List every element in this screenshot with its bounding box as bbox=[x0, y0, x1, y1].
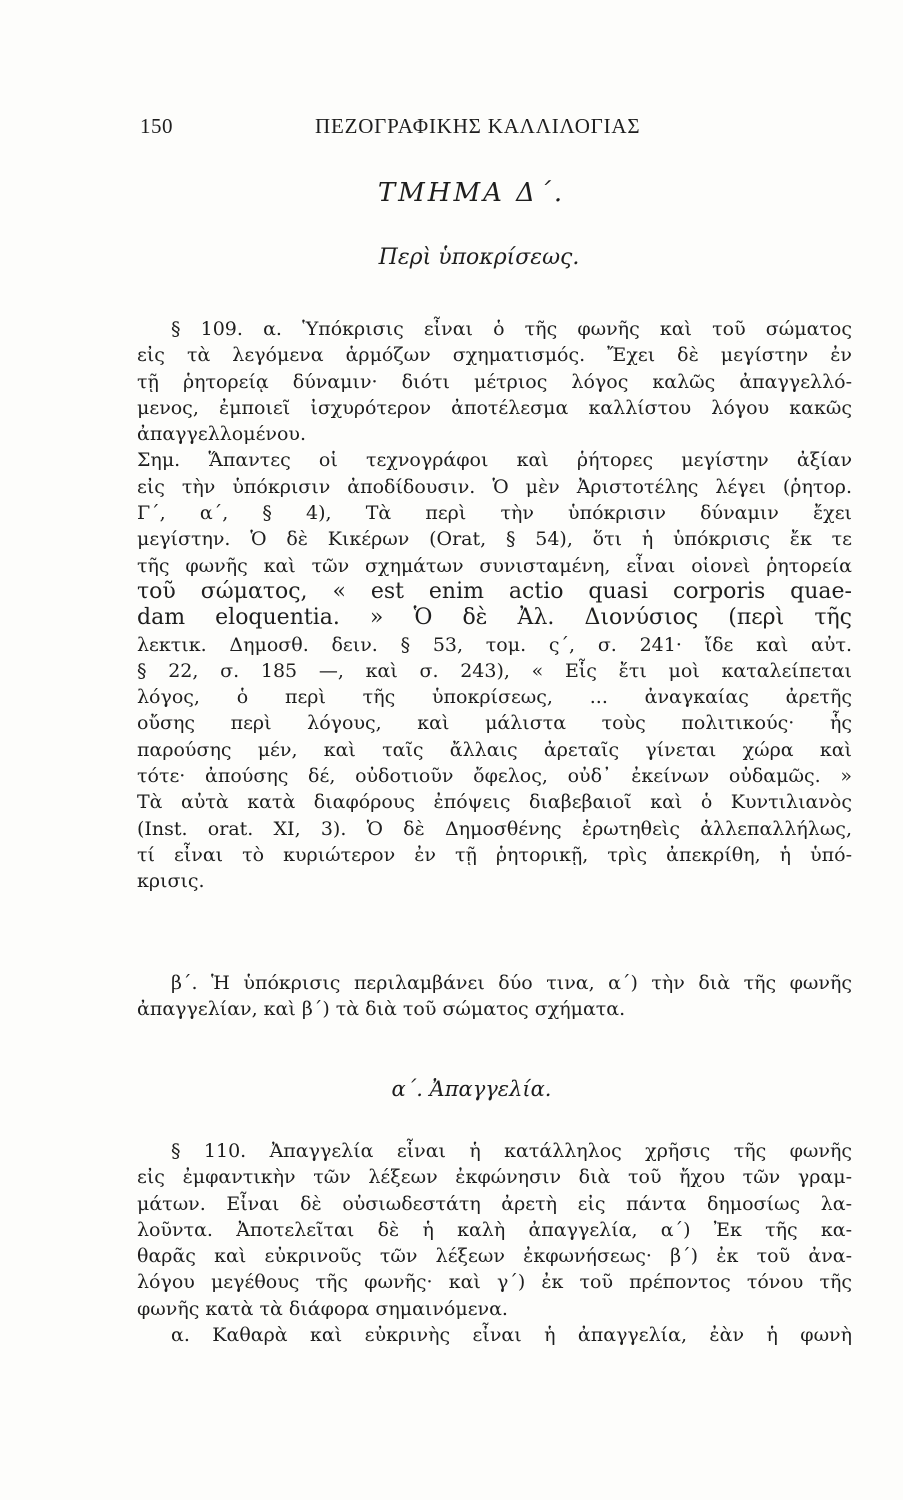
text-line: φωνῆς κατὰ τὰ διάφορα σημαινόμενα. bbox=[137, 1297, 508, 1320]
text-line: § 110. Ἀπαγγελία εἶναι ἡ κατάλληλος χρῆσις τῆς φωνῆς bbox=[171, 1140, 852, 1162]
text-line: τῆς φωνῆς καὶ τῶν σχημάτων συνισταμένη, εἶναι οἱονεὶ ῥητορεία bbox=[137, 554, 852, 577]
subheading-apangelia: α΄. Ἀπαγγελία. bbox=[391, 1077, 552, 1101]
page-header bbox=[140, 114, 840, 144]
text-line: μεγίστην. Ὁ δὲ Κικέρων (Orat, § 54), ὅτι ἡ ὑπόκρισις ἔκ τε bbox=[137, 528, 852, 551]
text-line: ἀπαγγελλομένου. bbox=[137, 423, 306, 446]
text-line: Σημ. Ἅπαντες οἱ τεχνογράφοι καὶ ῥήτορες μεγίστην ἀξίαν bbox=[137, 449, 852, 472]
text-line: εἰς τὴν ὑπόκρισιν ἀποδίδουσιν. Ὁ μὲν Ἀριστοτέλης λέγει (ῥητορ. bbox=[137, 475, 852, 498]
text-line: τότε· ἀπούσης δέ, οὐδοτιοῦν ὄφελος, οὐδ᾽ ἐκείνων οὐδαμῶς. » bbox=[137, 765, 852, 788]
text-line: παρούσης μέν, καὶ ταῖς ἄλλαις ἀρεταῖς γίνεται χώρα καὶ bbox=[137, 738, 852, 761]
paragraph-109 bbox=[137, 316, 852, 895]
text-line: § 109. α. Ὑπόκρισις εἶναι ὁ τῆς φωνῆς καὶ τοῦ σώματος bbox=[171, 318, 852, 340]
text-line: θαρᾶς καὶ εὐκρινοῦς τῶν λέξεων ἐκφωνήσεως· β΄) ἐκ τοῦ ἀνα- bbox=[137, 1245, 852, 1268]
text-line: Τὰ αὐτὰ κατὰ διαφόρους ἐπόψεις διαβεβαιοῖ καὶ ὁ Κυντιλιανὸς bbox=[137, 791, 852, 814]
text-line: α. Καθαρὰ καὶ εὐκρινὴς εἶναι ἡ ἀπαγγελία, ἐὰν ἡ φωνὴ bbox=[171, 1324, 852, 1347]
text-line: λόγος, ὁ περὶ τῆς ὑποκρίσεως, ... ἀναγκαίας ἀρετῆς bbox=[137, 686, 852, 709]
text-line: τῇ ῥητορείᾳ δύναμιν· διότι μέτριος λόγος καλῶς ἀπαγγελλό- bbox=[137, 370, 852, 393]
section-subtitle: Περὶ ὑποκρίσεως. bbox=[378, 245, 580, 270]
text-line: Γ΄, α΄, § 4), Τὰ περὶ τὴν ὑπόκρισιν δύναμιν ἔχει bbox=[137, 502, 852, 525]
text-line: μάτων. Εἶναι δὲ οὐσιωδεστάτη ἀρετὴ εἰς πάντα δημοσίως λα- bbox=[137, 1192, 852, 1215]
text-line: τί εἶναι τὸ κυριώτερον ἐν τῇ ῥητορικῇ, τρὶς ἀπεκρίθη, ἡ ὑπό- bbox=[137, 843, 852, 866]
text-line: λόγου μεγέθους τῆς φωνῆς· καὶ γ΄) ἐκ τοῦ πρέποντος τόνου τῆς bbox=[137, 1271, 852, 1294]
text-line: dam eloquentia. » Ὁ δὲ Ἀλ. Διονύσιος (περὶ τῆς bbox=[137, 605, 852, 631]
page-number: 150 bbox=[140, 114, 173, 138]
text-line: μενος, ἐμποιεῖ ἰσχυρότερον ἀποτέλεσμα καλλίστου λόγου κακῶς bbox=[137, 396, 852, 419]
text-line: (Inst. orat. XI, 3). Ὁ δὲ Δημοσθένης ἐρωτηθεὶς ἀλλεπαλλήλως, bbox=[137, 817, 852, 840]
paragraph-109-b bbox=[137, 970, 852, 1023]
text-line: λεκτικ. Δημοσθ. δειν. § 53, τομ. ς΄, σ. 241· ἴδε καὶ αὐτ. bbox=[137, 633, 852, 656]
paragraph-110 bbox=[137, 1138, 852, 1348]
section-title: ΤΜΗΜΑ Δ΄. bbox=[377, 178, 566, 208]
text-line: λοῦντα. Ἀποτελεῖται δὲ ἡ καλὴ ἀπαγγελία, α΄) Ἐκ τῆς κα- bbox=[137, 1218, 852, 1241]
running-title: ΠΕΖΟΓΡΑΦΙΚΗΣ ΚΑΛΛΙΛΟΓΙΑΣ bbox=[315, 114, 641, 138]
text-line: τοῦ σώματος, « est enim actio quasi corporis quae- bbox=[137, 578, 852, 604]
text-line: εἰς ἐμφαντικὴν τῶν λέξεων ἐκφώνησιν διὰ τοῦ ἤχου τῶν γραμ- bbox=[137, 1166, 852, 1189]
text-line: ἀπαγγελίαν, καὶ β΄) τὰ διὰ τοῦ σώματος σχήματα. bbox=[137, 998, 626, 1021]
text-line: § 22, σ. 185 —, καὶ σ. 243), « Εἷς ἔτι μοὶ καταλείπεται bbox=[137, 659, 852, 682]
text-line: οὔσης περὶ λόγους, καὶ μάλιστα τοὺς πολιτικούς· ἧς bbox=[137, 712, 852, 735]
text-line: εἰς τὰ λεγόμενα ἁρμόζων σχηματισμός. Ἔχει δὲ μεγίστην ἐν bbox=[137, 344, 852, 367]
text-line: κρισις. bbox=[137, 870, 205, 893]
text-line: β΄. Ἡ ὑπόκρισις περιλαμβάνει δύο τινα, α΄) τὴν διὰ τῆς φωνῆς bbox=[171, 972, 852, 994]
